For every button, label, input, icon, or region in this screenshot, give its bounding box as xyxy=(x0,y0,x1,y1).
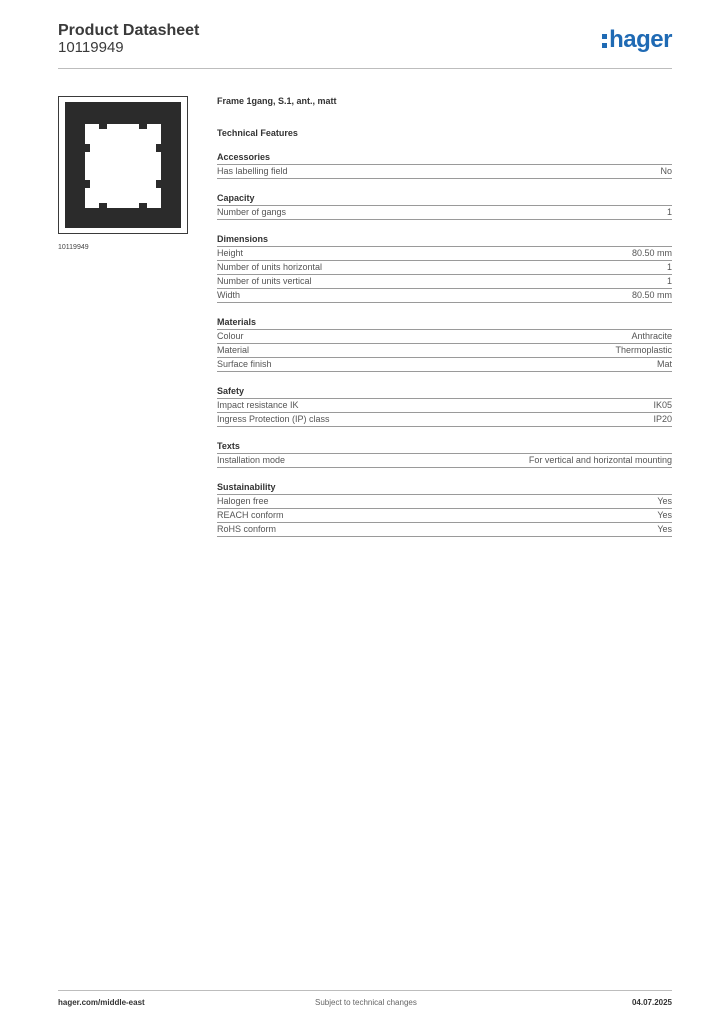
spec-value: Thermoplastic xyxy=(615,345,672,355)
section-title: Capacity xyxy=(217,193,672,206)
spec-value: Yes xyxy=(657,496,672,506)
product-number: 10119949 xyxy=(58,39,124,56)
frame-notch xyxy=(99,203,107,208)
spec-value: IK05 xyxy=(653,400,672,410)
spec-row xyxy=(217,289,672,303)
section-title: Sustainability xyxy=(217,482,672,495)
spec-label: Surface finish xyxy=(217,359,272,369)
spec-value: 1 xyxy=(666,207,672,217)
spec-label: Installation mode xyxy=(217,455,286,465)
footer-website: hager.com/middle-east xyxy=(58,998,145,1007)
section-capacity xyxy=(217,193,672,220)
spec-label: REACH conform xyxy=(217,510,284,520)
spec-row xyxy=(217,247,672,261)
spec-label: Material xyxy=(217,345,250,355)
page-title: Product Datasheet xyxy=(58,22,200,39)
spec-value: 1 xyxy=(666,276,672,286)
spec-row xyxy=(217,454,672,468)
logo-text: hager xyxy=(609,26,672,53)
section-title: Materials xyxy=(217,317,672,330)
spec-value: Mat xyxy=(656,359,672,369)
frame-opening xyxy=(85,124,161,208)
spec-row xyxy=(217,330,672,344)
section-materials xyxy=(217,317,672,372)
spec-value: For vertical and horizontal mounting xyxy=(528,455,672,465)
spec-value: 1 xyxy=(666,262,672,272)
spec-value: Anthracite xyxy=(631,331,672,341)
features-heading: Technical Features xyxy=(217,128,298,138)
spec-label: Width xyxy=(217,290,241,300)
footer-divider xyxy=(58,990,672,991)
spec-value: No xyxy=(660,166,672,176)
spec-row xyxy=(217,509,672,523)
product-image xyxy=(58,96,188,234)
spec-value: Yes xyxy=(657,510,672,520)
spec-row xyxy=(217,165,672,179)
frame-notch xyxy=(99,124,107,129)
section-title: Safety xyxy=(217,386,672,399)
spec-label: Has labelling field xyxy=(217,166,288,176)
section-title: Dimensions xyxy=(217,234,672,247)
spec-value: Yes xyxy=(657,524,672,534)
spec-row xyxy=(217,261,672,275)
section-accessories xyxy=(217,152,672,179)
spec-label: Impact resistance IK xyxy=(217,400,299,410)
frame-notch xyxy=(156,144,161,152)
spec-row xyxy=(217,413,672,427)
product-name: Frame 1gang, S.1, ant., matt xyxy=(217,96,337,106)
frame-notch xyxy=(85,180,90,188)
section-title: Accessories xyxy=(217,152,672,165)
image-caption: 10119949 xyxy=(58,244,89,251)
section-dimensions xyxy=(217,234,672,303)
section-sustainability xyxy=(217,482,672,537)
footer-date: 04.07.2025 xyxy=(631,998,672,1007)
frame-picture xyxy=(65,102,181,228)
spec-label: Number of units horizontal xyxy=(217,262,323,272)
spec-row xyxy=(217,358,672,372)
spec-row xyxy=(217,495,672,509)
logo-dots-icon xyxy=(602,34,607,52)
frame-notch xyxy=(139,124,147,129)
spec-label: Halogen free xyxy=(217,496,269,506)
spec-label: Height xyxy=(217,248,244,258)
spec-row xyxy=(217,523,672,537)
spec-value: 80.50 mm xyxy=(631,248,672,258)
section-title: Texts xyxy=(217,441,672,454)
spec-row xyxy=(217,275,672,289)
frame-notch xyxy=(139,203,147,208)
header-divider xyxy=(58,68,672,69)
brand-logo xyxy=(602,26,672,54)
section-texts xyxy=(217,441,672,468)
spec-row xyxy=(217,344,672,358)
spec-label: Number of units vertical xyxy=(217,276,312,286)
spec-row xyxy=(217,399,672,413)
section-safety xyxy=(217,386,672,427)
spec-label: RoHS conform xyxy=(217,524,277,534)
spec-content xyxy=(217,96,672,551)
footer-note: Subject to technical changes xyxy=(315,998,417,1007)
spec-label: Colour xyxy=(217,331,244,341)
spec-label: Ingress Protection (IP) class xyxy=(217,414,330,424)
frame-notch xyxy=(156,180,161,188)
spec-row xyxy=(217,206,672,220)
spec-value: 80.50 mm xyxy=(631,290,672,300)
spec-value: IP20 xyxy=(653,414,672,424)
frame-notch xyxy=(85,144,90,152)
spec-label: Number of gangs xyxy=(217,207,287,217)
page-header xyxy=(58,22,672,68)
